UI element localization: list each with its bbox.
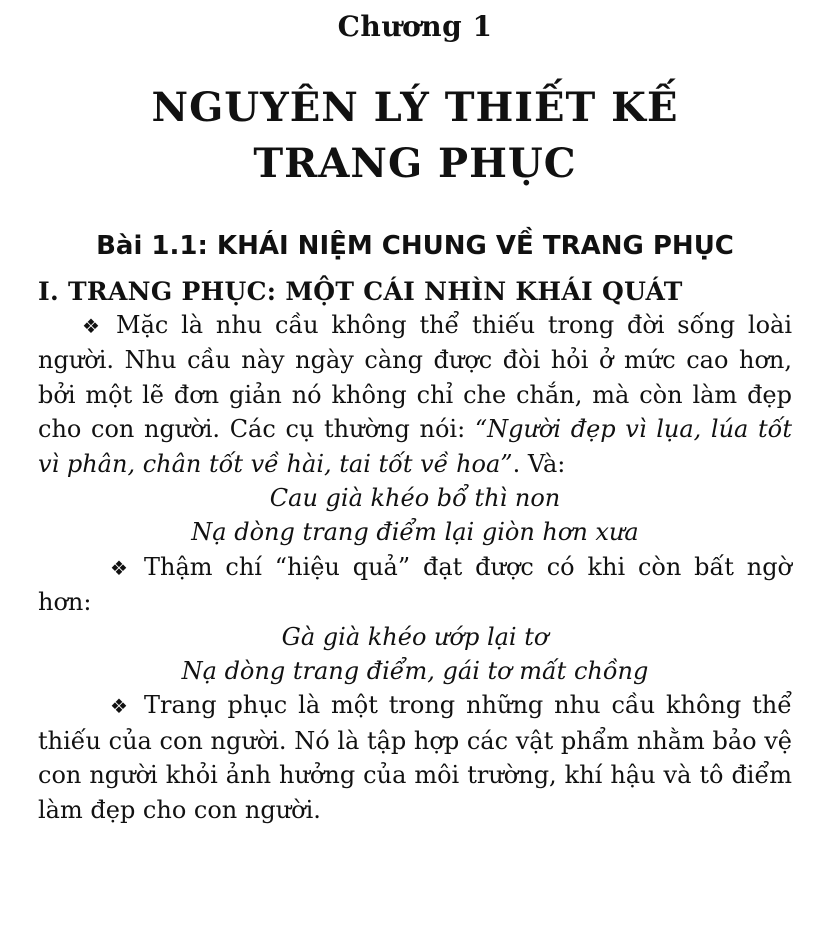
paragraph-3 [38, 688, 792, 827]
verse-2-line-1: Gà già khéo ướp lại tơ [281, 622, 549, 651]
paragraph-1-tail: . Và: [512, 449, 566, 478]
paragraph-1 [38, 308, 792, 481]
paragraph-3-text: Trang phục là một trong những nhu cầu không thể thiếu của con người. Nó là tập hợp các vật phẩm nhằm bảo vệ con người khỏi ảnh hưởng của môi trường, khí hậu và tô điểm làm đẹp cho con người. [38, 691, 792, 824]
verse-1-line-1: Cau già khéo bổ thì non [269, 484, 561, 513]
lesson-title: Bài 1.1: KHÁI NIỆM CHUNG VỀ TRANG PHỤC [96, 231, 734, 261]
diamond-bullet-icon: ❖ [110, 694, 128, 719]
paragraph-1-text: Mặc là nhu cầu không thể thiếu trong đời sống loài người. Nhu cầu này ngày càng được đòi hỏi ở mức cao hơn, bởi một lẽ đơn giản nó không chỉ che chắn, mà còn làm đẹp cho con người. Các cụ thường nói: [38, 311, 792, 444]
verse-block-1 [38, 481, 792, 550]
diamond-bullet-icon: ❖ [82, 314, 100, 338]
chapter-label: Chương 1 [337, 10, 493, 43]
chapter-title: NGUYÊN LÝ THIẾT KẾ TRANG PHỤC [151, 84, 679, 187]
verse-block-2 [38, 620, 792, 689]
paragraph-2-text: Thậm chí “hiệu quả” đạt được có khi còn bất ngờ hơn: [38, 552, 792, 617]
paragraph-1-quote: “Người đẹp vì lụa, lúa tốt vì phân, chân tốt về hài, tai tốt về hoa” [38, 415, 792, 478]
diamond-bullet-icon: ❖ [110, 555, 128, 580]
verse-2-line-2: Nạ dòng trang điểm, gái tơ mất chồng [181, 657, 649, 686]
verse-1-line-2: Nạ dòng trang điểm lại giòn hơn xưa [191, 518, 639, 547]
section-heading: I. TRANG PHỤC: MỘT CÁI NHÌN KHÁI QUÁT [38, 277, 683, 306]
paragraph-2 [38, 550, 792, 620]
